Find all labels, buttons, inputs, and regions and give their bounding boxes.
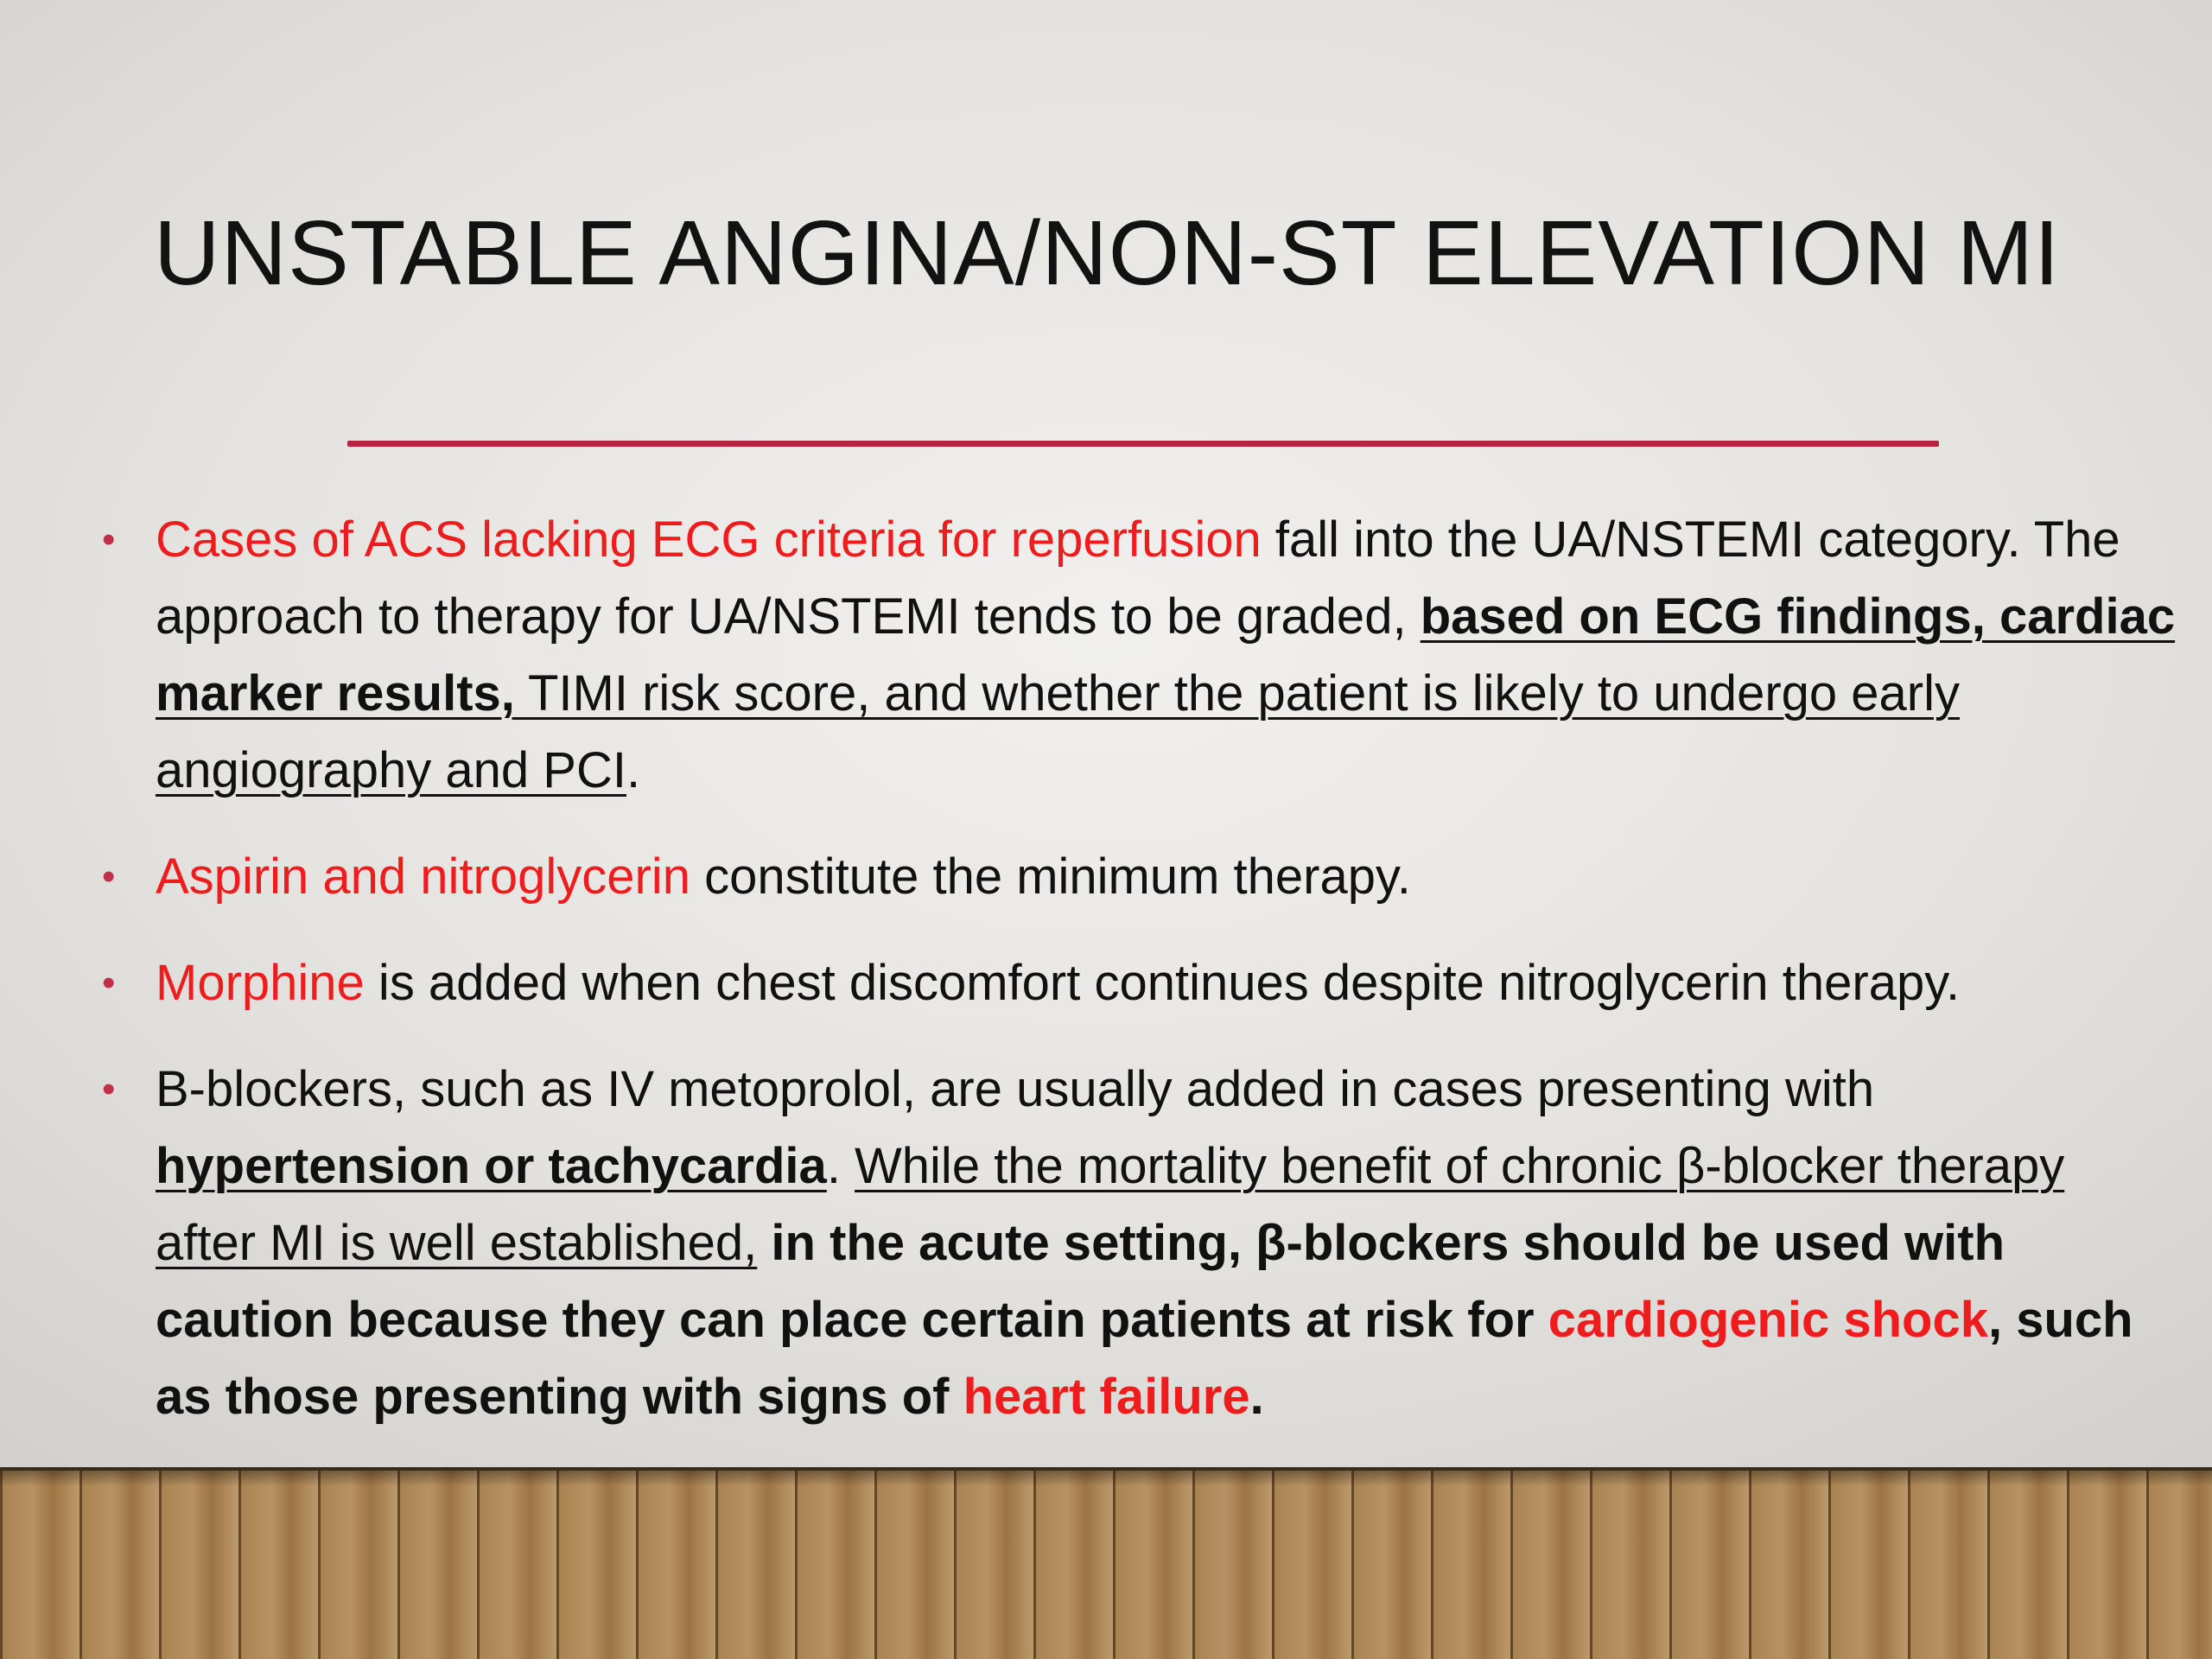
bold-phrase: in the acute setting, β-blockers should be used with caution because they can place certain patients at risk for: [156, 1215, 2005, 1348]
bullet-dot-icon: •: [102, 1068, 116, 1110]
bold-red-phrase: cardiogenic shock: [1548, 1292, 1988, 1348]
bullet-list: [102, 501, 2177, 1465]
bold-phrase: , such as those presenting with signs of: [156, 1292, 2133, 1425]
text-span: fall into the UA/NSTEMI category. The approach to therapy for UA/NSTEMI tends to be graded,: [156, 512, 2120, 645]
text-span: Β-blockers, such as IV metoprolol, are usually added in cases presenting with: [156, 1061, 1875, 1117]
bullet-item-2: [102, 838, 2177, 915]
bullet-dot-icon: •: [102, 518, 116, 561]
slide-title: UNSTABLE ANGINA/NON-ST ELEVATION MI: [154, 202, 2061, 304]
underlined-phrase: TIMI risk score, and whether the patient is likely to undergo early angiography and PCI: [156, 665, 1960, 798]
text-span: is added when chest discomfort continues despite nitroglycerin therapy.: [364, 955, 1961, 1011]
red-phrase: Morphine: [156, 955, 365, 1011]
bullet-item-1: [102, 501, 2177, 809]
bullet-item-4: [102, 1051, 2177, 1435]
bullet-dot-icon: •: [102, 855, 116, 898]
bold-underlined-phrase: based on ECG findings, cardiac marker results,: [156, 588, 2176, 721]
bold-red-phrase: heart failure: [963, 1369, 1250, 1425]
bold-phrase: .: [1249, 1369, 1264, 1425]
bullet-dot-icon: •: [102, 962, 116, 1004]
title-divider-rule: [347, 441, 1939, 447]
text-span: constitute the minimum therapy.: [690, 849, 1411, 905]
wooden-floor-background: [0, 1471, 2212, 1659]
bullet-item-3: [102, 944, 2177, 1021]
underlined-phrase: While the mortality benefit of chronic β-blocker therapy after MI is well established,: [156, 1138, 2065, 1271]
red-phrase: Aspirin and nitroglycerin: [156, 849, 690, 905]
text-span: .: [626, 742, 641, 798]
red-phrase: Cases of ACS lacking ECG criteria for reperfusion: [156, 512, 1262, 568]
bold-underlined-phrase: hypertension or tachycardia: [156, 1138, 827, 1194]
text-span: .: [826, 1138, 855, 1194]
